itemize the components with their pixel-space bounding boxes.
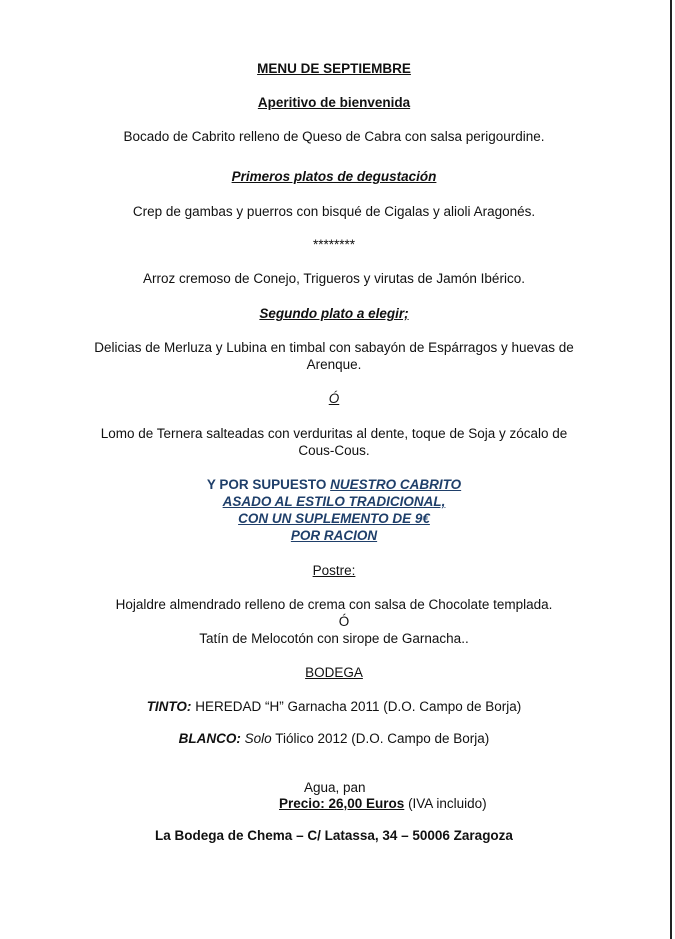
segundo-or: Ó xyxy=(328,391,340,406)
postre-option-2: Tatín de Melocotón con sirope de Garnacha.. xyxy=(199,631,469,646)
primeros-dish-2: Arroz cremoso de Conejo, Trigueros y virutas de Jamón Ibérico. xyxy=(143,271,525,286)
aperitivo-dish: Bocado de Cabrito relleno de Queso de Cabra con salsa perigourdine. xyxy=(123,129,545,144)
postre-option-1: Hojaldre almendrado relleno de crema con salsa de Chocolate templada. xyxy=(115,597,553,612)
promo-line-1 xyxy=(0,476,668,493)
promo-cabrito: NUESTRO CABRITO xyxy=(330,477,462,492)
promo-line-4: POR RACION xyxy=(290,528,378,543)
bodega-blanco xyxy=(0,730,668,747)
postre-or: Ó xyxy=(338,614,350,629)
segundo-option-1-line-1: Delicias de Merluza y Lubina en timbal con sabayón de Espárragos y huevas de xyxy=(94,340,574,355)
promo-prefix: Y POR SUPUESTO xyxy=(206,477,331,492)
precio-note: (IVA incluido) xyxy=(404,796,487,811)
aperitivo-heading: Aperitivo de bienvenida xyxy=(257,95,411,110)
segundo-option-2-line-1: Lomo de Ternera salteadas con verduritas al dente, toque de Soja y zócalo de xyxy=(100,426,568,441)
segundo-option-2-line-2: Cous-Cous. xyxy=(298,443,370,458)
segundo-heading: Segundo plato a elegir; xyxy=(259,306,409,321)
menu-title: MENU DE SEPTIEMBRE xyxy=(257,61,411,76)
precio-line xyxy=(279,795,487,812)
blanco-label: BLANCO: xyxy=(178,731,241,746)
primeros-heading: Primeros platos de degustación xyxy=(231,169,437,184)
segundo-option-1-line-2: Arenque. xyxy=(306,357,362,372)
bodega-heading: BODEGA xyxy=(305,665,363,680)
footer-address: La Bodega de Chema – C/ Latassa, 34 – 50006 Zaragoza xyxy=(155,828,513,843)
promo-line-3: CON UN SUPLEMENTO DE 9€ xyxy=(238,511,430,526)
tinto-label: TINTO: xyxy=(146,699,192,714)
blanco-italic: Solo xyxy=(240,731,272,746)
bodega-tinto xyxy=(0,698,668,715)
tinto-text: HEREDAD “H” Garnacha 2011 (D.O. Campo de Borja) xyxy=(191,699,522,714)
precio-label: Precio: 26,00 Euros xyxy=(279,796,405,811)
primeros-separator: ******** xyxy=(312,237,356,252)
postre-heading: Postre: xyxy=(312,563,356,578)
promo-line-2: ASADO AL ESTILO TRADICIONAL, xyxy=(222,494,446,509)
blanco-text: Tiólico 2012 (D.O. Campo de Borja) xyxy=(271,731,490,746)
agua-pan: Agua, pan xyxy=(304,780,366,795)
primeros-dish-1: Crep de gambas y puerros con bisqué de Cigalas y alioli Aragonés. xyxy=(132,204,536,219)
